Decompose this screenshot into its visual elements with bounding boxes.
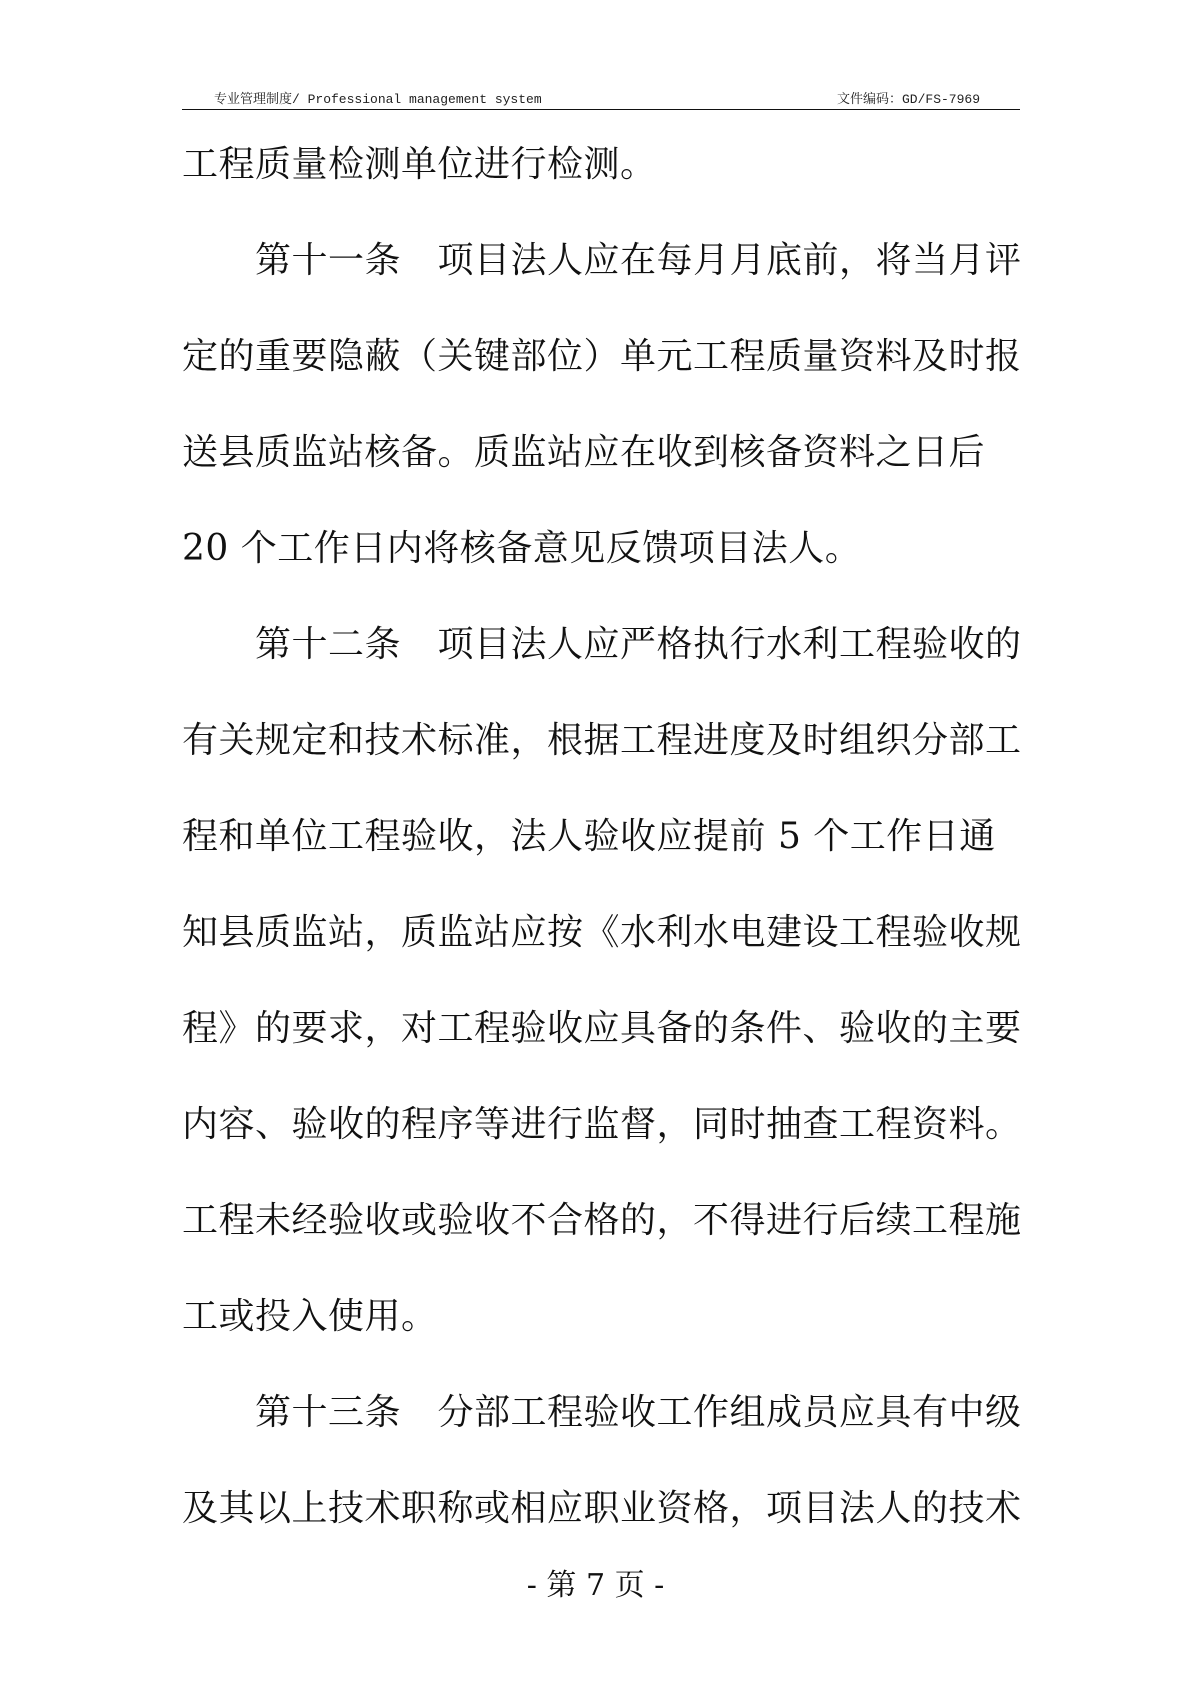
body-line: 第十一条 项目法人应在每月月底前，将当月评 [182, 240, 1022, 281]
body-line: 工程质量检测单位进行检测。 [182, 144, 657, 185]
body-line: 内容、验收的程序等进行监督，同时抽查工程资料。 [182, 1104, 1022, 1145]
body-line: 程》的要求，对工程验收应具备的条件、验收的主要 [182, 1008, 1022, 1049]
body-line: 程和单位工程验收，法人验收应提前 5 个工作日通 [182, 816, 996, 857]
page-number: - 第 7 页 - [526, 1568, 665, 1603]
document-code: 文件编码：GD/FS-7969 [836, 92, 980, 107]
page-header [182, 84, 1020, 110]
body-line: 第十二条 项目法人应严格执行水利工程验收的 [182, 624, 1022, 665]
body-line: 工程未经验收或验收不合格的，不得进行后续工程施 [182, 1200, 1022, 1241]
body-line: 有关规定和技术标准，根据工程进度及时组织分部工 [182, 720, 1022, 761]
body-line: 送县质监站核备。质监站应在收到核备资料之日后 [182, 432, 986, 473]
body-line: 工或投入使用。 [182, 1296, 438, 1337]
body-line: 及其以上技术职称或相应职业资格，项目法人的技术 [182, 1488, 1022, 1529]
header-title: 专业管理制度/ Professional management system [214, 92, 542, 107]
body-line: 第十三条 分部工程验收工作组成员应具有中级 [182, 1392, 1022, 1433]
body-line: 知县质监站，质监站应按《水利水电建设工程验收规 [182, 912, 1022, 953]
body-line: 20 个工作日内将核备意见反馈项目法人。 [182, 528, 862, 569]
body-line: 定的重要隐蔽（关键部位）单元工程质量资料及时报 [182, 336, 1022, 377]
header-divider [182, 109, 1020, 110]
